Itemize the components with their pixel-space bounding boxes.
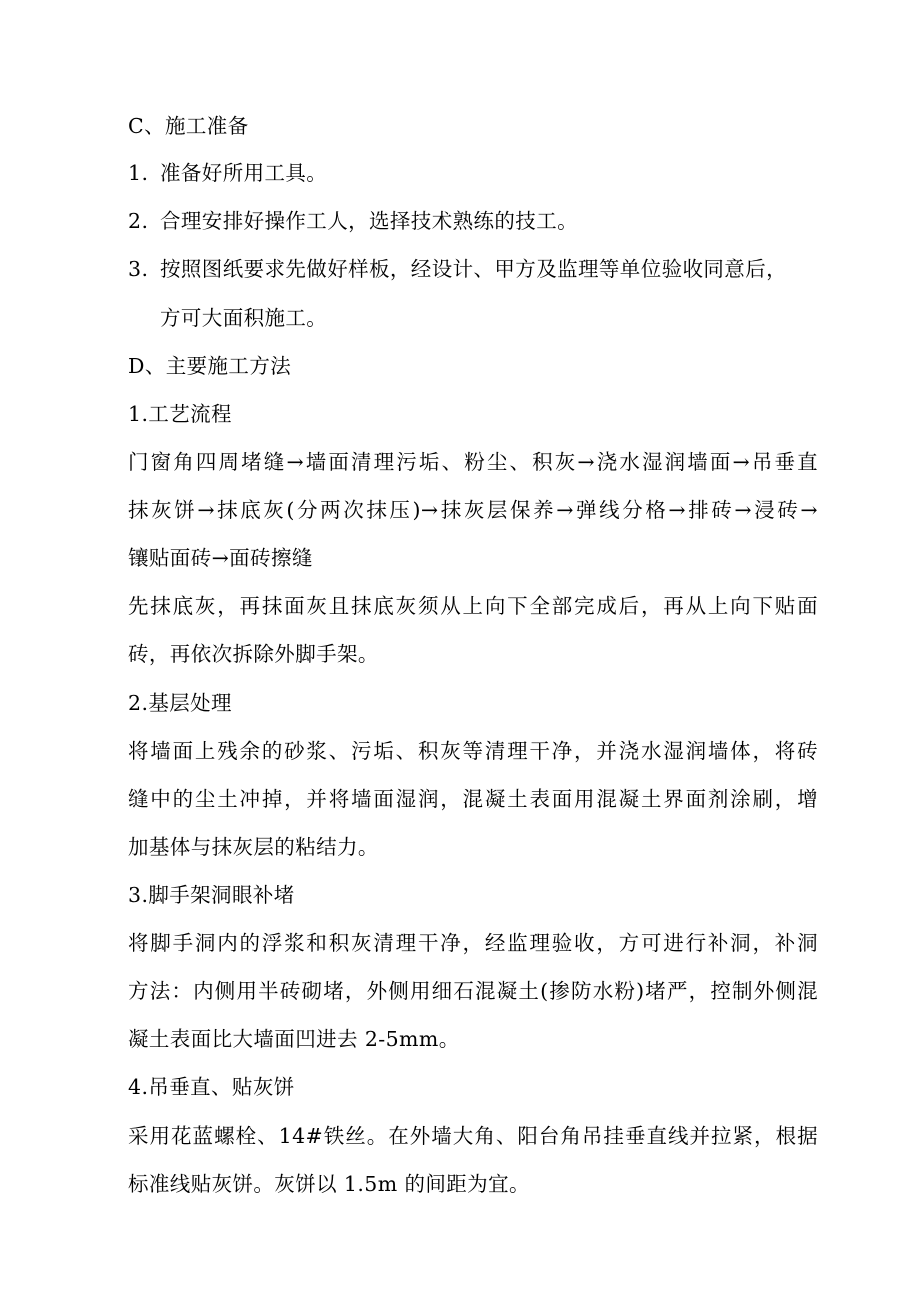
subsection-4-title: 4.吊垂直、贴灰饼 (128, 1075, 295, 1099)
body-line: 将墙面上残余的砂浆、污垢、积灰等清理干净，并浇水湿润墙体，将砖 (128, 739, 818, 763)
list-item-3 (128, 254, 818, 284)
subsection-1-title: 1.工艺流程 (128, 402, 232, 426)
body-line: 方法：内侧用半砖砌堵，外侧用细石混凝土(掺防水粉)堵严，控制外侧混 (128, 979, 818, 1003)
list-item-text: 按照图纸要求先做好样板，经设计、甲方及监理等单位验收同意后， (160, 257, 787, 281)
list-item-number: 2. (128, 209, 149, 233)
subsection-3-title: 3.脚手架洞眼补堵 (128, 883, 295, 907)
body-line: 缝中的尘土冲掉，并将墙面湿润，混凝土表面用混凝土界面剂涂刷，增 (128, 787, 818, 811)
section-c-heading: C、施工准备 (128, 114, 249, 138)
flow-line: 门窗角四周堵缝→墙面清理污垢、粉尘、积灰→浇水湿润墙面→吊垂直 (128, 450, 818, 474)
body-line: 将脚手洞内的浮浆和积灰清理干净，经监理验收，方可进行补洞，补洞 (128, 931, 818, 955)
list-item-number: 3. (128, 257, 149, 281)
body-line: 标准线贴灰饼。灰饼以 1.5m 的间距为宜。 (128, 1172, 530, 1196)
section-d-heading: D、主要施工方法 (128, 354, 292, 378)
subsection-2-title: 2.基层处理 (128, 691, 232, 715)
flow-line: 镶贴面砖→面砖擦缝 (128, 546, 313, 570)
flow-line: 抹灰饼→抹底灰(分两次抹压)→抹灰层保养→弹线分格→排砖→浸砖→ (128, 498, 818, 522)
list-item-number: 1. (128, 161, 149, 185)
note-line: 先抹底灰，再抹面灰且抹底灰须从上向下全部完成后，再从上向下贴面 (128, 594, 818, 618)
list-item-text: 准备好所用工具。 (160, 161, 328, 185)
body-line: 采用花蓝螺栓、14#铁丝。在外墙大角、阳台角吊挂垂直线并拉紧，根据 (128, 1124, 818, 1148)
list-item-2 (128, 206, 818, 236)
body-line: 加基体与抹灰层的粘结力。 (128, 835, 379, 859)
list-item-text: 合理安排好操作工人，选择技术熟练的技工。 (160, 209, 578, 233)
body-line: 凝土表面比大墙面凹进去 2-5mm。 (128, 1027, 460, 1051)
note-line: 砖，再依次拆除外脚手架。 (128, 642, 379, 666)
list-item-1 (128, 158, 818, 188)
list-item-3-continuation: 方可大面积施工。 (160, 306, 328, 330)
